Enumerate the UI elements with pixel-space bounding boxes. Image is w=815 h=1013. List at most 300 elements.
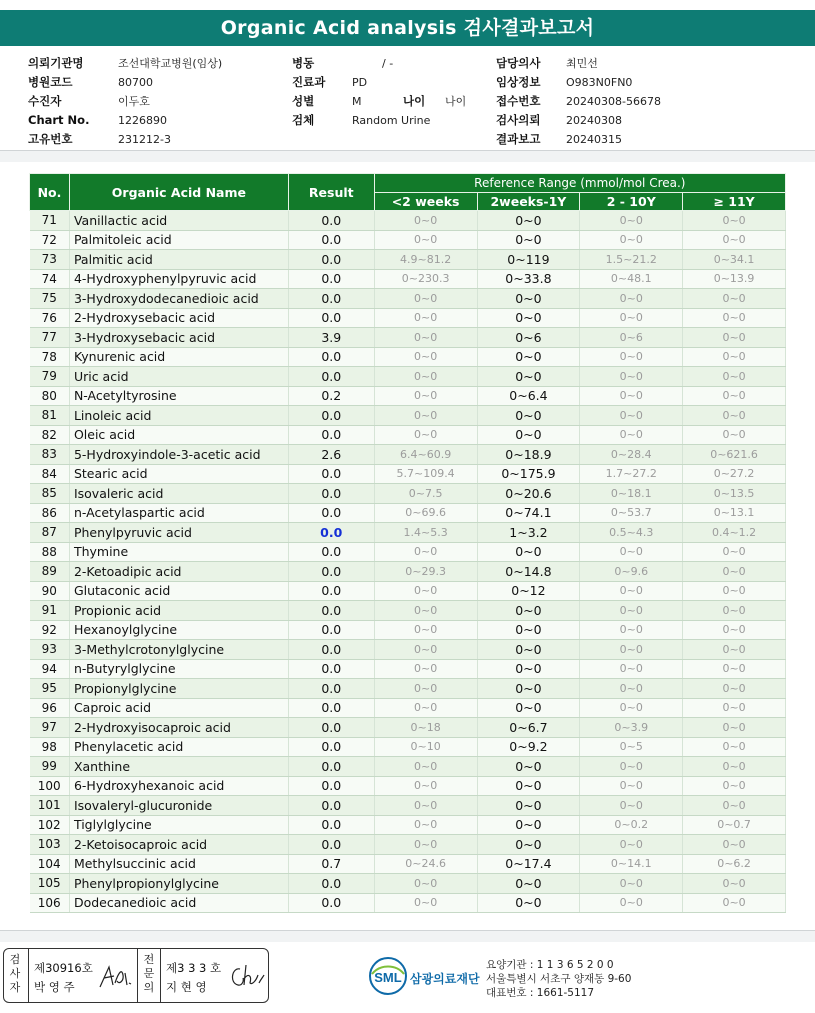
result-value: 0.0 [288,523,374,543]
acid-name: Phenylpropionylglycine [69,874,288,894]
row-number: 87 [30,523,70,543]
acid-name: Uric acid [69,367,288,387]
ref-range-2-weeks-1y: 1~3.2 [477,523,580,543]
row-number: 72 [30,230,70,250]
header-range-under-2-weeks: <2 weeks [374,193,477,211]
ref-range-2-10y: 0~0 [580,289,683,309]
value-department: PD [352,76,368,89]
ref-range-11y-plus: 0.4~1.2 [683,523,786,543]
specialist-license: 제3 3 3 호 [166,961,222,975]
label-specimen: 검체 [292,113,315,127]
table-row [30,698,786,718]
header-range-2-weeks-1y: 2weeks-1Y [477,193,580,211]
acid-name: Vanillactic acid [69,211,288,231]
ref-range-2-10y: 0~28.4 [580,445,683,465]
ref-range-2-weeks-1y: 0~0 [477,289,580,309]
ref-range-2-10y: 0.5~4.3 [580,523,683,543]
ref-range-2-10y: 0~0 [580,601,683,621]
result-value: 0.0 [288,230,374,250]
result-value: 0.0 [288,659,374,679]
ref-range-under-2-weeks: 0~0 [374,211,477,231]
table-row [30,796,786,816]
result-value: 0.0 [288,562,374,582]
table-row [30,757,786,777]
ref-range-under-2-weeks: 0~29.3 [374,562,477,582]
row-number: 98 [30,737,70,757]
info-row [28,54,808,73]
acid-name: Hexanoylglycine [69,620,288,640]
ref-range-2-10y: 0~0 [580,308,683,328]
ref-range-11y-plus: 0~0 [683,796,786,816]
ref-range-2-10y: 0~0 [580,679,683,699]
ref-range-under-2-weeks: 0~0 [374,757,477,777]
row-number: 75 [30,289,70,309]
table-row [30,581,786,601]
ref-range-2-weeks-1y: 0~0 [477,796,580,816]
ref-range-2-10y: 0~3.9 [580,718,683,738]
acid-name: 3-Hydroxydodecanedioic acid [69,289,288,309]
ref-range-2-weeks-1y: 0~0 [477,640,580,660]
table-row [30,367,786,387]
report-title: Organic Acid analysis 검사결과보고서 [0,10,815,46]
row-number: 105 [30,874,70,894]
table-row [30,484,786,504]
table-row [30,269,786,289]
ref-range-2-weeks-1y: 0~9.2 [477,737,580,757]
info-row [28,130,808,149]
result-value: 0.0 [288,679,374,699]
specialist-signature [226,961,266,991]
specialist-label: 전문의 [143,953,155,994]
ref-range-2-10y: 1.5~21.2 [580,250,683,270]
ref-range-11y-plus: 0~0 [683,230,786,250]
row-number: 78 [30,347,70,367]
ref-range-under-2-weeks: 0~0 [374,698,477,718]
row-number: 91 [30,601,70,621]
ref-range-11y-plus: 0~0 [683,718,786,738]
ref-range-2-10y: 0~0 [580,757,683,777]
patient-info [28,54,808,149]
value-specimen: Random Urine [352,114,431,127]
ref-range-2-weeks-1y: 0~0 [477,425,580,445]
value-receipt-number: 20240308-56678 [566,95,661,108]
result-value: 0.0 [288,425,374,445]
row-number: 89 [30,562,70,582]
result-value: 0.0 [288,289,374,309]
result-value: 0.0 [288,776,374,796]
ref-range-2-10y: 0~0 [580,347,683,367]
ref-range-2-10y: 0~0 [580,874,683,894]
ref-range-2-10y: 0~0 [580,776,683,796]
acid-name: Isovaleryl-glucuronide [69,796,288,816]
institution-phone: 대표번호 : 1661-5117 [486,987,595,999]
ref-range-under-2-weeks: 0~0 [374,347,477,367]
ref-range-11y-plus: 0~0 [683,347,786,367]
examiner-signature [96,963,134,991]
specialist-name: 지 현 영 [166,980,207,994]
ref-range-2-weeks-1y: 0~12 [477,581,580,601]
ref-range-2-10y: 0~48.1 [580,269,683,289]
acid-name: Propionylglycine [69,679,288,699]
ref-range-2-10y: 0~0.2 [580,815,683,835]
table-row [30,835,786,855]
value-sex: M [352,95,362,108]
ref-range-11y-plus: 0~6.2 [683,854,786,874]
result-value: 3.9 [288,328,374,348]
table-row [30,815,786,835]
header-reference-range: Reference Range (mmol/mol Crea.) [374,174,785,193]
ref-range-11y-plus: 0~0 [683,620,786,640]
table-row [30,620,786,640]
result-value: 0.0 [288,620,374,640]
label-sex: 성별 [292,94,315,108]
row-number: 95 [30,679,70,699]
ref-range-2-10y: 0~0 [580,620,683,640]
result-value: 0.0 [288,250,374,270]
ref-range-under-2-weeks: 0~7.5 [374,484,477,504]
row-number: 92 [30,620,70,640]
table-row [30,737,786,757]
header-name: Organic Acid Name [69,174,288,211]
acid-name: Kynurenic acid [69,347,288,367]
examiner-label: 검사자 [9,953,21,994]
signature-separator [28,949,29,1002]
ref-range-2-weeks-1y: 0~0 [477,601,580,621]
label-receipt-number: 접수번호 [496,94,541,108]
ref-range-11y-plus: 0~621.6 [683,445,786,465]
acid-name: Caproic acid [69,698,288,718]
table-row [30,250,786,270]
acid-name: Xanthine [69,757,288,777]
row-number: 96 [30,698,70,718]
ref-range-11y-plus: 0~0 [683,737,786,757]
acid-name: 6-Hydroxyhexanoic acid [69,776,288,796]
table-row [30,230,786,250]
ref-range-2-weeks-1y: 0~0 [477,757,580,777]
row-number: 80 [30,386,70,406]
table-row [30,776,786,796]
institution-address-block [486,958,631,1000]
ref-range-under-2-weeks: 0~0 [374,815,477,835]
ref-range-11y-plus: 0~0 [683,308,786,328]
ref-range-11y-plus: 0~0 [683,386,786,406]
institution-code: 요양기관 : 1 1 3 6 5 2 0 0 [486,959,614,971]
signature-box [3,948,269,1003]
section-divider [0,150,815,162]
result-value: 0.0 [288,211,374,231]
row-number: 106 [30,893,70,913]
ref-range-under-2-weeks: 0~10 [374,737,477,757]
acid-name: 4-Hydroxyphenylpyruvic acid [69,269,288,289]
results-table [29,173,786,913]
result-value: 0.0 [288,406,374,426]
row-number: 82 [30,425,70,445]
ref-range-2-weeks-1y: 0~0 [477,815,580,835]
table-row [30,854,786,874]
ref-range-under-2-weeks: 0~0 [374,308,477,328]
row-number: 76 [30,308,70,328]
acid-name: n-Acetylaspartic acid [69,503,288,523]
acid-name: 5-Hydroxyindole-3-acetic acid [69,445,288,465]
ref-range-2-weeks-1y: 0~6 [477,328,580,348]
institution-name: 삼광의료재단 [410,972,480,986]
table-row [30,464,786,484]
ref-range-11y-plus: 0~13.1 [683,503,786,523]
row-number: 81 [30,406,70,426]
ref-range-2-weeks-1y: 0~18.9 [477,445,580,465]
ref-range-2-weeks-1y: 0~0 [477,211,580,231]
ref-range-2-weeks-1y: 0~0 [477,679,580,699]
acid-name: Dodecanedioic acid [69,893,288,913]
ref-range-2-weeks-1y: 0~0 [477,659,580,679]
ref-range-2-weeks-1y: 0~119 [477,250,580,270]
ref-range-under-2-weeks: 0~0 [374,542,477,562]
table-row [30,386,786,406]
value-request-date: 20240308 [566,114,622,127]
ref-range-under-2-weeks: 0~0 [374,893,477,913]
ref-range-under-2-weeks: 0~0 [374,289,477,309]
ref-range-2-10y: 0~0 [580,386,683,406]
label-unique-number: 고유번호 [28,132,73,146]
table-row [30,503,786,523]
table-row [30,308,786,328]
result-value: 0.7 [288,854,374,874]
header-no: No. [30,174,70,211]
ref-range-2-weeks-1y: 0~6.4 [477,386,580,406]
acid-name: Linoleic acid [69,406,288,426]
ref-range-under-2-weeks: 0~0 [374,679,477,699]
ref-range-2-weeks-1y: 0~0 [477,542,580,562]
value-requesting-institution: 조선대학교병원(임상) [118,57,223,70]
label-department: 진료과 [292,75,326,89]
ref-range-under-2-weeks: 0~0 [374,776,477,796]
ref-range-2-10y: 0~0 [580,893,683,913]
info-row [28,73,808,92]
ref-range-under-2-weeks: 0~0 [374,581,477,601]
ref-range-under-2-weeks: 0~0 [374,425,477,445]
table-row [30,211,786,231]
info-row [28,92,808,111]
row-number: 83 [30,445,70,465]
table-row [30,347,786,367]
label-request-date: 검사의뢰 [496,113,541,127]
result-value: 0.0 [288,601,374,621]
ref-range-2-10y: 0~0 [580,542,683,562]
acid-name: Methylsuccinic acid [69,854,288,874]
table-row [30,289,786,309]
ref-range-11y-plus: 0~0 [683,835,786,855]
value-report-date: 20240315 [566,133,622,146]
table-row [30,406,786,426]
results-body [30,211,786,913]
row-number: 88 [30,542,70,562]
logo-text: SML [374,970,402,985]
label-report-date: 결과보고 [496,132,541,146]
result-value: 0.0 [288,503,374,523]
ref-range-2-weeks-1y: 0~14.8 [477,562,580,582]
row-number: 97 [30,718,70,738]
signature-separator [137,949,138,1002]
ref-range-2-weeks-1y: 0~0 [477,698,580,718]
ref-range-11y-plus: 0~0 [683,679,786,699]
acid-name: Isovaleric acid [69,484,288,504]
result-value: 0.0 [288,874,374,894]
ref-range-under-2-weeks: 0~0 [374,659,477,679]
result-value: 0.0 [288,737,374,757]
result-value: 0.0 [288,269,374,289]
ref-range-11y-plus: 0~0 [683,776,786,796]
ref-range-under-2-weeks: 0~0 [374,640,477,660]
ref-range-2-weeks-1y: 0~33.8 [477,269,580,289]
ref-range-2-weeks-1y: 0~0 [477,835,580,855]
result-value: 0.0 [288,893,374,913]
ref-range-under-2-weeks: 0~0 [374,796,477,816]
ref-range-under-2-weeks: 0~0 [374,874,477,894]
ref-range-2-10y: 0~6 [580,328,683,348]
table-row [30,601,786,621]
ref-range-11y-plus: 0~34.1 [683,250,786,270]
result-value: 0.0 [288,464,374,484]
result-value: 0.0 [288,796,374,816]
row-number: 90 [30,581,70,601]
ref-range-under-2-weeks: 0~0 [374,230,477,250]
acid-name: n-Butyrylglycine [69,659,288,679]
label-clinical-info: 임상정보 [496,75,541,89]
signature-separator [160,949,161,1002]
row-number: 93 [30,640,70,660]
row-number: 99 [30,757,70,777]
ref-range-under-2-weeks: 0~230.3 [374,269,477,289]
value-ward: / - [382,57,394,70]
acid-name: Propionic acid [69,601,288,621]
label-chart-no: Chart No. [28,113,90,127]
ref-range-2-weeks-1y: 0~175.9 [477,464,580,484]
ref-range-2-10y: 0~0 [580,367,683,387]
result-value: 2.6 [288,445,374,465]
row-number: 100 [30,776,70,796]
ref-range-11y-plus: 0~0 [683,367,786,387]
ref-range-under-2-weeks: 0~18 [374,718,477,738]
ref-range-2-10y: 0~5 [580,737,683,757]
result-value: 0.0 [288,718,374,738]
result-value: 0.0 [288,367,374,387]
row-number: 73 [30,250,70,270]
row-number: 77 [30,328,70,348]
ref-range-under-2-weeks: 0~24.6 [374,854,477,874]
ref-range-2-weeks-1y: 0~0 [477,347,580,367]
label-hospital-code: 병원코드 [28,75,73,89]
table-row [30,523,786,543]
ref-range-11y-plus: 0~0 [683,562,786,582]
ref-range-2-weeks-1y: 0~0 [477,620,580,640]
ref-range-under-2-weeks: 0~0 [374,406,477,426]
ref-range-2-10y: 0~53.7 [580,503,683,523]
ref-range-under-2-weeks: 1.4~5.3 [374,523,477,543]
result-value: 0.0 [288,640,374,660]
result-value: 0.0 [288,484,374,504]
acid-name: 2-Hydroxysebacic acid [69,308,288,328]
ref-range-2-weeks-1y: 0~0 [477,367,580,387]
acid-name: 2-Hydroxyisocaproic acid [69,718,288,738]
ref-range-2-weeks-1y: 0~0 [477,776,580,796]
header-range-2-10y: 2 - 10Y [580,193,683,211]
acid-name: 3-Methylcrotonylglycine [69,640,288,660]
result-value: 0.0 [288,347,374,367]
value-unique-number: 231212-3 [118,133,171,146]
table-row [30,874,786,894]
ref-range-2-10y: 0~14.1 [580,854,683,874]
result-value: 0.2 [288,386,374,406]
ref-range-2-10y: 0~0 [580,230,683,250]
ref-range-11y-plus: 0~0.7 [683,815,786,835]
ref-range-under-2-weeks: 0~0 [374,835,477,855]
ref-range-2-weeks-1y: 0~0 [477,406,580,426]
ref-range-under-2-weeks: 4.9~81.2 [374,250,477,270]
label-physician: 담당의사 [496,56,541,70]
row-number: 79 [30,367,70,387]
row-number: 86 [30,503,70,523]
ref-range-11y-plus: 0~0 [683,640,786,660]
ref-range-2-10y: 1.7~27.2 [580,464,683,484]
value-age: 나이 [445,95,467,108]
acid-name: 3-Hydroxysebacic acid [69,328,288,348]
info-row [28,111,808,130]
examiner-license: 제30916호 [34,961,93,975]
value-chart-no: 1226890 [118,114,167,127]
ref-range-11y-plus: 0~0 [683,211,786,231]
acid-name: Palmitoleic acid [69,230,288,250]
table-row [30,562,786,582]
result-value: 0.0 [288,542,374,562]
table-row [30,445,786,465]
acid-name: Thymine [69,542,288,562]
ref-range-2-10y: 0~0 [580,211,683,231]
ref-range-under-2-weeks: 0~0 [374,601,477,621]
ref-range-11y-plus: 0~0 [683,425,786,445]
ref-range-under-2-weeks: 0~0 [374,620,477,640]
ref-range-2-weeks-1y: 0~0 [477,230,580,250]
label-patient: 수진자 [28,94,62,108]
ref-range-2-10y: 0~0 [580,659,683,679]
table-row [30,659,786,679]
ref-range-11y-plus: 0~0 [683,581,786,601]
acid-name: 2-Ketoisocaproic acid [69,835,288,855]
ref-range-2-weeks-1y: 0~20.6 [477,484,580,504]
value-hospital-code: 80700 [118,76,153,89]
label-ward: 병동 [292,56,315,70]
acid-name: Tiglylglycine [69,815,288,835]
table-row [30,893,786,913]
acid-name: Oleic acid [69,425,288,445]
ref-range-2-10y: 0~0 [580,698,683,718]
sml-logo [366,956,410,996]
table-row [30,718,786,738]
ref-range-2-10y: 0~18.1 [580,484,683,504]
ref-range-under-2-weeks: 0~0 [374,367,477,387]
result-value: 0.0 [288,835,374,855]
header-result: Result [288,174,374,211]
ref-range-11y-plus: 0~0 [683,601,786,621]
row-number: 84 [30,464,70,484]
ref-range-2-10y: 0~0 [580,581,683,601]
row-number: 71 [30,211,70,231]
value-patient: 이두호 [118,95,150,108]
table-row [30,425,786,445]
ref-range-11y-plus: 0~27.2 [683,464,786,484]
result-value: 0.0 [288,698,374,718]
row-number: 101 [30,796,70,816]
ref-range-2-10y: 0~0 [580,835,683,855]
